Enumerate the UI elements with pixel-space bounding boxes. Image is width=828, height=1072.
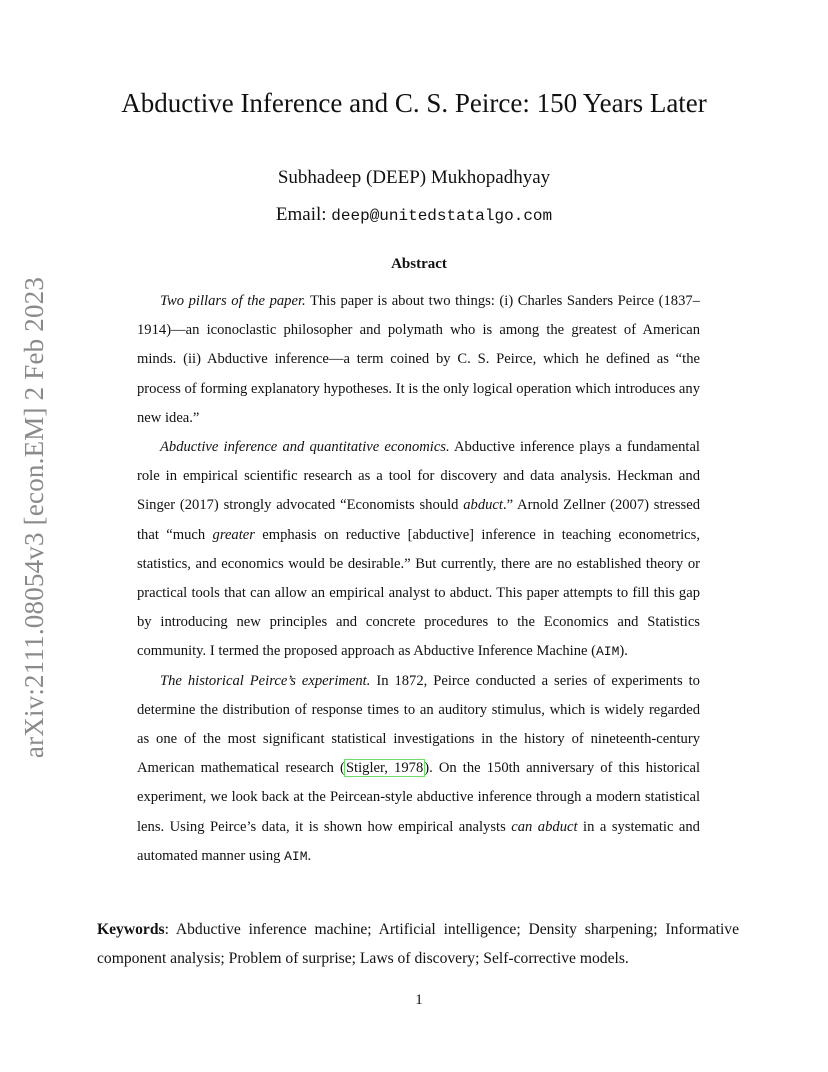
emphasis-text: greater: [212, 526, 255, 543]
paragraph-lead: Two pillars of the paper.: [160, 293, 306, 309]
code-aim: AIM: [596, 644, 620, 660]
keywords-label: Keywords: [97, 921, 165, 938]
emphasis-text: abduct: [463, 497, 503, 514]
paragraph-text: Abductive inference plays a fundamental role in empirical scientific research as a tool for discovery and data analysis. Heckman and Singer (2017) strongly advocated “Economists should: [137, 439, 700, 514]
keywords-text: : Abductive inference machine; Artificial intelligence; Density sharpening; Informative component analysis; Problem of surprise; Laws of discovery; Self-corrective models.: [97, 921, 739, 967]
paragraph-lead: The historical Peirce’s experiment.: [160, 672, 371, 689]
paragraph-text: in a systematic and automated manner using: [137, 818, 700, 864]
citation-separator: ,: [384, 760, 395, 777]
citation-link-stigler[interactable]: [345, 760, 424, 776]
paragraph-text: emphasis on reductive [abductive] inference in teaching econometrics, statistics, and economics would be desirable.” But currently, there are no established theory or practical tools that can allow an empirical analyst to abduct. This paper attempts to fill this gap by introducing new principles and concrete procedures to the Economics and Statistics community. I termed the proposed approach as Abductive Inference Machine (: [137, 526, 700, 660]
abstract-body: [137, 287, 700, 871]
paper-title: Abductive Inference and C. S. Peirce: 150 Years Later: [121, 88, 707, 118]
author-email-line: [0, 204, 828, 226]
author-name: Subhadeep (DEEP) Mukhopadhyay: [277, 167, 551, 188]
abstract-paragraph-experiment: [137, 667, 700, 871]
paragraph-text: .” Arnold Zellner (2007) stressed that “much: [137, 497, 701, 543]
email-address[interactable]: deep@unitedstatalgo.com: [331, 207, 553, 225]
arxiv-identifier-stamp: [12, 272, 58, 762]
page-number: 1: [415, 992, 423, 1008]
paragraph-text: In 1872, Peirce conducted a series of experiments to determine the distribution of response times to an auditory stimulus, which is widely regarded as one of the most significant statistical investigations in the history of nineteenth-century American mathematical research (: [137, 672, 700, 777]
abstract-paragraph-economics: [137, 433, 700, 667]
paragraph-text: This paper is about two things: (i) Charles Sanders Peirce (1837–1914)—an iconoclastic philosopher and polymath who is among the greatest of American minds. (ii) Abductive inference—a term coined by C. S. Peirce, which he defined as “the process of forming explanatory hypotheses. It is the only logical operation which introduces any new idea.”: [137, 293, 700, 426]
email-label: Email:: [275, 204, 327, 225]
abstract-paragraph-pillars: [137, 287, 700, 433]
citation-author: Stigler: [345, 760, 385, 777]
emphasis-text: can abduct: [511, 818, 578, 835]
paragraph-text: ).: [619, 643, 628, 660]
abstract-heading: Abstract: [391, 256, 447, 272]
arxiv-identifier-text: arXiv:2111.08054v3 [econ.EM] 2 Feb 2023: [19, 276, 50, 758]
citation-year: 1978: [394, 760, 424, 777]
code-aim: AIM: [284, 848, 308, 864]
paragraph-text: ). On the 150th anniversary of this historical experiment, we look back at the Peircean-style abductive inference through a modern statistical lens. Using Peirce’s data, it is shown how empirical analysts: [137, 760, 701, 835]
keywords-section: [97, 915, 739, 973]
paragraph-text: .: [307, 847, 312, 864]
paragraph-lead: Abductive inference and quantitative economics.: [160, 439, 450, 456]
